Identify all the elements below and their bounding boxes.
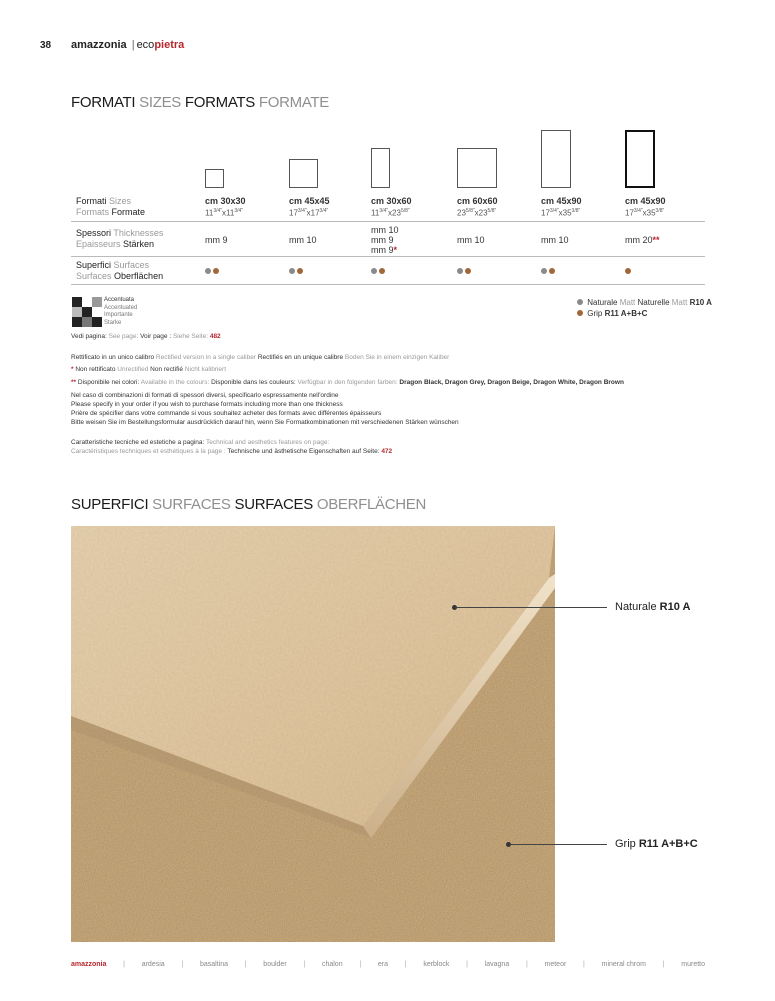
label-it: Superfici bbox=[76, 260, 112, 270]
brown-dot-icon bbox=[625, 268, 631, 274]
surface-dots-cell bbox=[457, 266, 473, 276]
inch-x: x bbox=[222, 208, 227, 218]
inch-b-frac: 3/8" bbox=[655, 208, 665, 214]
footer-separator: | bbox=[583, 961, 585, 968]
size-cm: cm 45x90 bbox=[625, 196, 666, 206]
format-size-cell bbox=[457, 196, 498, 219]
footer-separator: | bbox=[359, 961, 362, 968]
thickness-text: mm 9 bbox=[371, 235, 394, 245]
inch-a-frac: 3/4" bbox=[549, 208, 559, 214]
finish-legend-grip bbox=[577, 308, 712, 319]
note-combo-fr: Prière de spécifier dans votre commande si vous souhaitez acheter des formats avec différentes épaisseurs bbox=[71, 410, 382, 417]
tech-de: Technische und ästhetische Eigenschaften auf Seite: bbox=[227, 448, 380, 455]
thickness-value bbox=[625, 235, 660, 245]
thickness-text: mm 10 bbox=[289, 235, 317, 245]
finish-grip-code: R11 A+B+C bbox=[604, 309, 648, 318]
finish-natural-en: Matt bbox=[619, 298, 636, 307]
see-page-en: See page: bbox=[108, 333, 139, 340]
star-marker: ** bbox=[71, 379, 77, 386]
table-divider bbox=[71, 221, 705, 222]
inch-x: x bbox=[388, 208, 393, 218]
inch-a-frac: 3/4" bbox=[379, 208, 389, 214]
surface-photo bbox=[71, 526, 555, 942]
tile-sketch-30x60 bbox=[371, 148, 390, 188]
footer-link-kerblock[interactable]: kerblock bbox=[423, 961, 450, 968]
colours-en: Available in the colours: bbox=[140, 379, 210, 386]
page-number: 38 bbox=[40, 40, 52, 51]
sub-brand-suffix: pietra bbox=[154, 39, 185, 51]
non-rectified-it: Non rettificato bbox=[75, 366, 116, 373]
finish-grip-label: Grip bbox=[587, 309, 603, 318]
inch-b: 35 bbox=[646, 208, 656, 218]
see-page-it: Vedi pagina: bbox=[71, 333, 107, 340]
thickness-star: ** bbox=[652, 235, 660, 245]
note-non-rectified bbox=[71, 365, 226, 374]
tile-sketch-45x90-thick bbox=[625, 130, 655, 188]
finish-natural-fr: Naturelle bbox=[637, 298, 670, 307]
thickness-value bbox=[371, 245, 399, 255]
callout-grip-code: R11 A+B+C bbox=[638, 838, 698, 850]
thickness-text: mm 9 bbox=[371, 245, 394, 255]
format-size-cell bbox=[541, 196, 582, 219]
rectified-fr: Rectifiés en un unique calibre bbox=[257, 354, 344, 361]
inch-b: 11 bbox=[226, 208, 235, 218]
accentuation-legend-text bbox=[104, 297, 137, 327]
thickness-star: * bbox=[393, 245, 398, 255]
inch-b-frac: 3/4" bbox=[234, 208, 244, 214]
size-inch bbox=[541, 206, 582, 219]
inch-b: 23 bbox=[392, 208, 401, 218]
surface-dots-cell bbox=[625, 266, 633, 276]
footer-separator: | bbox=[244, 961, 247, 968]
title-en: SIZES bbox=[135, 94, 185, 111]
inch-b: 17 bbox=[310, 208, 320, 218]
size-cm: cm 45x90 bbox=[541, 196, 582, 206]
gray-dot-icon bbox=[457, 268, 463, 274]
gray-dot-icon bbox=[577, 299, 583, 305]
finish-natural-it: Naturale bbox=[587, 298, 618, 307]
legend-line: Accentuated bbox=[104, 304, 138, 311]
callout-line-natural bbox=[455, 607, 607, 608]
note-combo-de: Bitte weisen Sie im Bestellungsformular ausdrücklich darauf hin, wenn Sie Formatkombinationen mit verschiedenen Stärken wünschen bbox=[71, 419, 459, 426]
size-cm: cm 30x30 bbox=[205, 196, 246, 206]
inch-a-frac: 3/4" bbox=[213, 208, 223, 214]
brand-separator: | bbox=[131, 39, 135, 51]
gray-dot-icon bbox=[289, 268, 295, 274]
tile-sketch-30x30 bbox=[205, 169, 224, 188]
thickness-cell bbox=[371, 225, 399, 255]
thickness-value bbox=[289, 235, 317, 245]
footer-link-lavagna[interactable]: lavagna bbox=[484, 961, 510, 968]
label-de: Formate bbox=[111, 207, 146, 217]
legend-line: Importante bbox=[104, 312, 133, 318]
footer-link-mineral-chrom[interactable]: mineral chrom bbox=[601, 961, 646, 968]
size-cm: cm 45x45 bbox=[289, 196, 330, 206]
rectified-de: Boden Sie in einem einzigen Kaliber bbox=[344, 354, 450, 361]
footer-nav bbox=[71, 961, 705, 968]
table-divider bbox=[71, 284, 705, 285]
colours-it: Disponibile nei colori: bbox=[77, 379, 140, 386]
brown-dot-icon bbox=[577, 310, 583, 316]
size-inch bbox=[289, 206, 330, 219]
label-it: Formati bbox=[76, 196, 107, 206]
surface-dots-cell bbox=[541, 266, 557, 276]
see-page-de: Siehe Seite: bbox=[172, 333, 209, 340]
surface-dots-cell bbox=[371, 266, 387, 276]
gray-dot-icon bbox=[371, 268, 377, 274]
inch-x: x bbox=[306, 208, 311, 218]
star-marker: * bbox=[71, 366, 74, 373]
rectified-en: Rectified version in a single caliber bbox=[155, 354, 256, 361]
note-combo-en: Please specify in your order if you wish to purchase formats including more than one thickness bbox=[71, 401, 343, 408]
label-it: Spessori bbox=[76, 228, 112, 238]
inch-b-frac: 3/8" bbox=[571, 208, 581, 214]
inch-x: x bbox=[558, 208, 563, 218]
footer-separator: | bbox=[662, 961, 665, 968]
thickness-text: mm 10 bbox=[457, 235, 485, 245]
callout-label-natural bbox=[615, 601, 690, 613]
inch-b: 23 bbox=[478, 208, 488, 218]
title-fr: SURFACES bbox=[234, 496, 313, 513]
thickness-cell bbox=[205, 235, 228, 245]
size-inch bbox=[625, 206, 666, 219]
tech-page-number[interactable]: 472 bbox=[381, 448, 393, 455]
size-inch bbox=[457, 206, 498, 219]
callout-grip-label: Grip bbox=[615, 838, 636, 850]
inch-a-frac: 3/4" bbox=[297, 208, 307, 214]
footer-separator: | bbox=[466, 961, 468, 968]
footer-link-muretto[interactable]: muretto bbox=[681, 961, 705, 968]
footer-link-meteor[interactable]: meteor bbox=[544, 961, 567, 968]
see-page-number[interactable]: 482 bbox=[209, 333, 221, 340]
thickness-value bbox=[541, 235, 569, 245]
surface-dots-cell bbox=[205, 266, 221, 276]
colours-de: Verfügbar in den folgenden farben: bbox=[297, 379, 398, 386]
accentuation-legend-icon bbox=[72, 297, 102, 327]
surface-dots-cell bbox=[289, 266, 305, 276]
inch-a: 11 bbox=[205, 208, 214, 218]
colours-fr: Disponible dans les couleurs: bbox=[211, 379, 296, 386]
colours-list: Dragon Black, Dragon Grey, Dragon Beige, Dragon White, Dragon Brown bbox=[399, 379, 624, 386]
footer-link-amazzonia[interactable]: amazzonia bbox=[71, 961, 107, 968]
tile-sketch-45x90 bbox=[541, 130, 571, 188]
tech-en: Technical and aesthetics features on page: bbox=[206, 439, 330, 446]
note-tech-line2 bbox=[71, 447, 392, 456]
size-inch bbox=[371, 206, 412, 219]
inch-b-frac: 3/4" bbox=[319, 208, 329, 214]
thickness-cell bbox=[541, 235, 569, 245]
callout-line-grip bbox=[509, 844, 607, 845]
inch-b-frac: 5/8" bbox=[400, 208, 410, 214]
brown-dot-icon bbox=[297, 268, 303, 274]
inch-a-frac: 3/4" bbox=[633, 208, 643, 214]
size-cm: cm 60x60 bbox=[457, 196, 498, 206]
formats-title bbox=[71, 94, 329, 111]
footer-link-ardesia[interactable]: ardesia bbox=[141, 961, 165, 968]
inch-a: 17 bbox=[625, 208, 634, 218]
size-inch bbox=[205, 206, 246, 219]
format-size-cell bbox=[289, 196, 330, 219]
tile-sketch-60x60 bbox=[457, 148, 497, 188]
tech-it: Caratteristiche tecniche ed estetiche a pagina: bbox=[71, 439, 205, 446]
inch-a: 11 bbox=[371, 208, 380, 218]
footer-separator: | bbox=[123, 961, 125, 968]
inch-a: 17 bbox=[289, 208, 298, 218]
title-it: FORMATI bbox=[71, 94, 136, 111]
footer-separator: | bbox=[404, 961, 407, 968]
format-size-cell bbox=[371, 196, 412, 219]
see-page-fr: Voir page : bbox=[140, 333, 172, 340]
row-label-thickness bbox=[76, 228, 163, 250]
thickness-text: mm 10 bbox=[541, 235, 569, 245]
callout-natural-label: Naturale bbox=[615, 601, 657, 613]
brand-name: amazzonia bbox=[71, 39, 127, 51]
surfaces-title bbox=[71, 496, 426, 513]
label-en: Thicknesses bbox=[113, 228, 164, 238]
tile-sketch-45x45 bbox=[289, 159, 318, 188]
title-de: OBERFLÄCHEN bbox=[312, 496, 427, 513]
gray-dot-icon bbox=[541, 268, 547, 274]
label-fr: Epaisseurs bbox=[76, 239, 121, 249]
title-de: FORMATE bbox=[255, 94, 329, 111]
note-colours bbox=[71, 378, 624, 387]
legend-line: Starke bbox=[104, 319, 122, 326]
inch-x: x bbox=[474, 208, 479, 218]
gray-dot-icon bbox=[205, 268, 211, 274]
title-en: SURFACES bbox=[148, 496, 235, 513]
thickness-value bbox=[457, 235, 485, 245]
size-cm: cm 30x60 bbox=[371, 196, 412, 206]
inch-a: 23 bbox=[457, 208, 466, 218]
legend-line: Accentuata bbox=[104, 297, 135, 303]
non-rectified-fr: Non rectifié bbox=[150, 366, 184, 373]
non-rectified-en: Unrectified bbox=[117, 366, 149, 373]
note-tech-line1 bbox=[71, 438, 329, 447]
finish-natural-en2: Matt bbox=[671, 298, 688, 307]
tech-fr: Caractéristiques techniques et esthétiques à la page : bbox=[71, 448, 226, 455]
inch-a-frac: 5/8" bbox=[465, 208, 475, 214]
title-fr: FORMATS bbox=[184, 94, 255, 111]
brown-dot-icon bbox=[465, 268, 471, 274]
thickness-value bbox=[371, 235, 399, 245]
footer-separator: | bbox=[525, 961, 528, 968]
row-label-surfaces bbox=[76, 260, 163, 282]
footer-separator: | bbox=[303, 961, 306, 968]
brand-header bbox=[71, 39, 184, 51]
note-see-page bbox=[71, 332, 221, 341]
callout-natural-code: R10 A bbox=[659, 601, 691, 613]
thickness-cell bbox=[457, 235, 485, 245]
finish-legend bbox=[577, 297, 712, 319]
rectified-it: Rettificato in un unico calibro bbox=[71, 354, 155, 361]
note-rectified bbox=[71, 353, 449, 362]
sub-brand-prefix: eco bbox=[136, 39, 155, 51]
format-size-cell bbox=[625, 196, 666, 219]
thickness-text: mm 20 bbox=[625, 235, 653, 245]
thickness-value bbox=[371, 225, 399, 235]
finish-natural-code: R10 A bbox=[689, 298, 712, 307]
label-de: Stärken bbox=[123, 239, 155, 249]
thickness-text: mm 10 bbox=[371, 225, 399, 235]
label-de: Oberflächen bbox=[114, 271, 164, 281]
thickness-cell bbox=[625, 235, 660, 245]
brown-dot-icon bbox=[549, 268, 555, 274]
thickness-text: mm 9 bbox=[205, 235, 228, 245]
thickness-cell bbox=[289, 235, 317, 245]
finish-legend-natural bbox=[577, 297, 712, 308]
format-size-cell bbox=[205, 196, 246, 219]
label-fr: Formats bbox=[76, 207, 110, 217]
footer-link-era[interactable]: era bbox=[377, 961, 389, 968]
footer-separator: | bbox=[181, 961, 184, 968]
footer-link-boulder[interactable]: boulder bbox=[263, 961, 287, 968]
inch-x: x bbox=[642, 208, 647, 218]
label-en: Sizes bbox=[109, 196, 132, 206]
label-en: Surfaces bbox=[113, 260, 150, 270]
inch-a: 17 bbox=[541, 208, 550, 218]
non-rectified-de: Nicht kalibriert bbox=[184, 366, 227, 373]
footer-link-basaltina[interactable]: basaltina bbox=[199, 961, 228, 968]
brown-dot-icon bbox=[379, 268, 385, 274]
label-fr: Surfaces bbox=[76, 271, 112, 281]
brown-dot-icon bbox=[213, 268, 219, 274]
callout-label-grip bbox=[615, 838, 698, 850]
table-divider bbox=[71, 256, 705, 257]
note-combo-it: Nel caso di combinazioni di formati di spessori diversi, specificarlo espressamente nell'ordine bbox=[71, 392, 339, 399]
inch-b-frac: 5/8" bbox=[487, 208, 497, 214]
row-label-formats bbox=[76, 196, 145, 218]
thickness-value bbox=[205, 235, 228, 245]
footer-link-chalon[interactable]: chalon bbox=[321, 961, 343, 968]
inch-b: 35 bbox=[562, 208, 572, 218]
title-it: SUPERFICI bbox=[71, 496, 149, 513]
